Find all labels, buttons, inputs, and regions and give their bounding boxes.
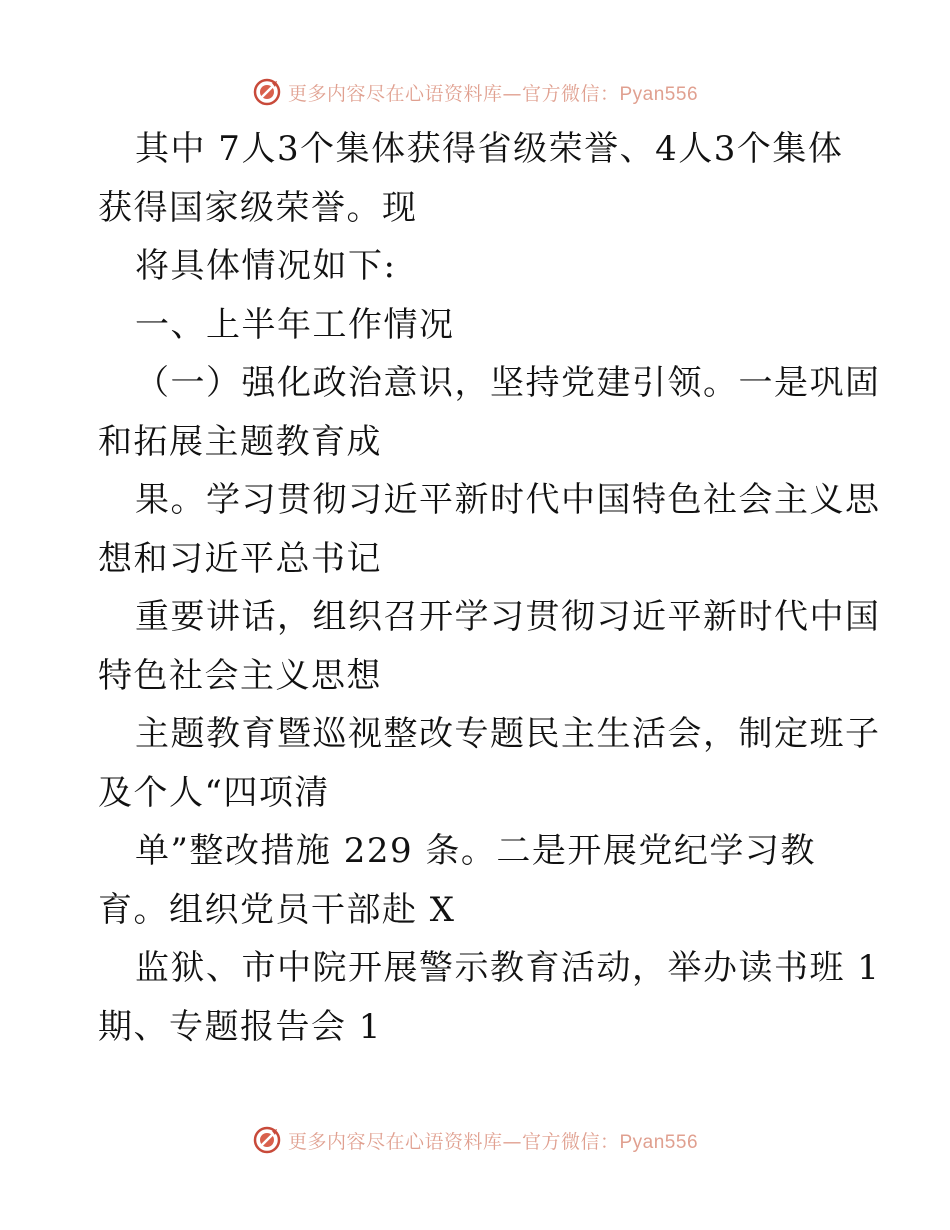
watermark-text: 更多内容尽在心语资料库—官方微信：Pyan556 [287,1130,699,1153]
text-line: （一）强化政治意识，坚持党建引领。一是巩固 [135,363,881,403]
footer-watermark [0,1120,950,1160]
document-body [98,120,881,1056]
text-line: 重要讲话，组织召开学习贯彻习近平新时代中国 [135,597,881,637]
text-line: 单”整改措施 229 条。二是开展党纪学习教 [135,831,816,871]
text-line: 育。组织党员干部赴 X [98,889,456,930]
paragraph [98,237,858,296]
text-line: 主题教育暨巡视整改专题民主生活会，制定班子 [135,714,881,754]
text-line: 及个人“四项清 [98,772,330,813]
text-line: 想和习近平总书记 [98,538,382,579]
text-line: 获得国家级荣誉。现 [98,187,418,228]
text-line: 和拓展主题教育成 [98,421,382,462]
text-line: 果。学习贯彻习近平新时代中国特色社会主义思 [135,480,881,520]
watermark-text: 更多内容尽在心语资料库—官方微信：Pyan556 [287,82,699,105]
text-line: 其中 7人3个集体获得省级荣誉、4人3个集体 [135,129,844,169]
paragraph [98,471,881,588]
paragraph [98,120,858,237]
paragraph [98,822,858,939]
header-watermark [0,72,950,112]
paragraph [98,354,881,471]
paragraph [98,588,881,705]
seal-logo-icon [252,1125,282,1155]
text-line: 特色社会主义思想 [98,655,382,696]
text-line: 一、上半年工作情况 [135,304,455,345]
paragraph [98,939,881,1056]
text-line: 期、专题报告会 1 [98,1006,382,1047]
paragraph [98,705,881,822]
seal-logo-icon [252,77,282,107]
text-line: 将具体情况如下: [135,246,397,286]
text-line: 监狱、市中院开展警示教育活动，举办读书班 1 [135,948,881,988]
paragraph [98,296,858,355]
